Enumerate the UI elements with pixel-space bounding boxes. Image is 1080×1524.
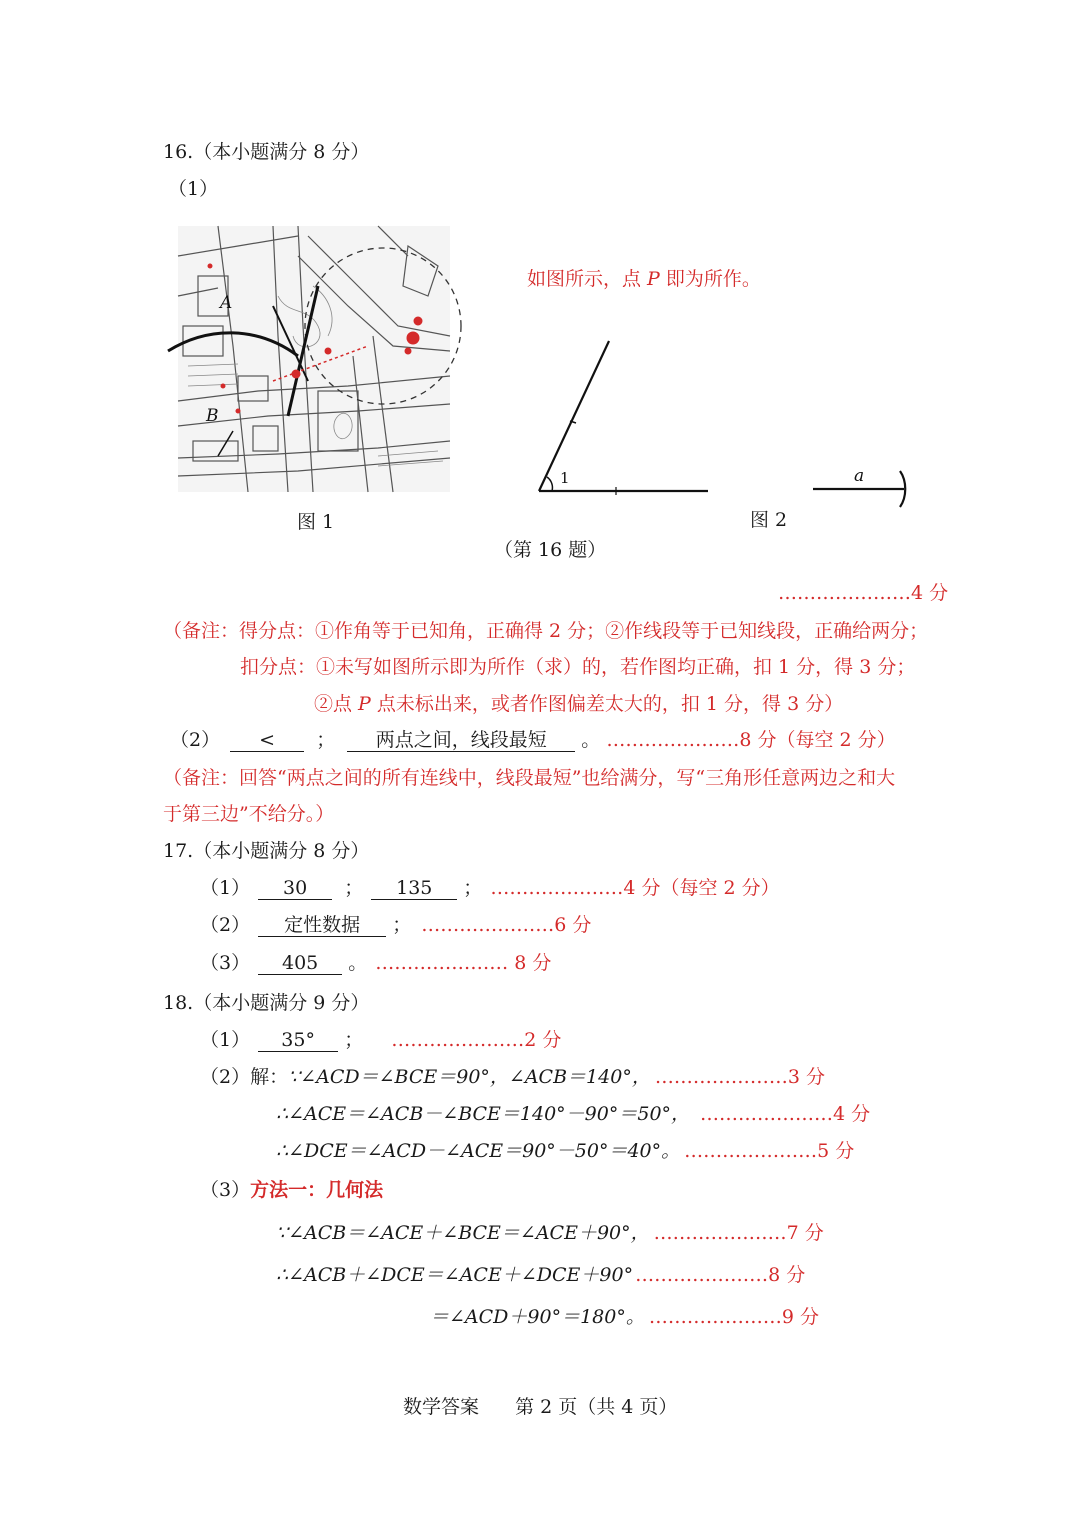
part2-label: （2） xyxy=(170,729,221,751)
q18-p3-line2-score: …………………8 分 xyxy=(635,1264,806,1286)
q18-p2-line1-score: …………………3 分 xyxy=(654,1066,825,1088)
q18-p3-line1: ∵∠ACB＝∠ACE＋∠BCE＝∠ACE＋90°， xyxy=(276,1222,650,1244)
q17-p3-label: （3） xyxy=(200,952,251,974)
q18-p2-line3-score: …………………5 分 xyxy=(684,1140,855,1162)
q18-p2-line2-score: …………………4 分 xyxy=(700,1103,871,1125)
remark1-line3-var: P xyxy=(358,693,371,715)
q17-p3-end: 。 xyxy=(348,952,368,974)
q16-header: 16.（本小题满分 8 分） xyxy=(163,141,370,163)
q16-part1-label: （1） xyxy=(168,178,219,200)
q18-part2-line1 xyxy=(200,1062,825,1089)
q17-p2-score: …………………6 分 xyxy=(421,914,592,936)
q18-part2-line3 xyxy=(276,1136,854,1163)
q17-p1-answer-1: 30 xyxy=(258,877,332,900)
fig2-segment-label: a xyxy=(854,466,865,486)
q17-part2 xyxy=(200,910,591,937)
q18-part3-line3 xyxy=(430,1302,819,1329)
q18-p2-line2: ∴∠ACE＝∠ACB－∠BCE＝140°－90°＝50°， xyxy=(276,1103,691,1125)
q18-p3-line3-score: …………………9 分 xyxy=(648,1306,819,1328)
q17-p2-end: ； xyxy=(392,914,412,936)
q17-p1-label: （1） xyxy=(200,877,251,899)
q18-p3-line3: ＝∠ACD＋90°＝180°。 xyxy=(430,1306,645,1328)
q16-answer-note xyxy=(527,264,761,291)
q17-part1 xyxy=(200,873,780,900)
q17-header: 17.（本小题满分 8 分） xyxy=(163,840,370,862)
q18-p2-line3: ∴∠DCE＝∠ACD－∠ACE＝90°－50°＝40°。 xyxy=(276,1140,681,1162)
remark2-line1: （备注：回答“两点之间的所有连线中，线段最短”也给满分，写“三角形任意两边之和大 xyxy=(163,767,896,789)
q17-p1-score: …………………4 分（每空 2 分） xyxy=(490,877,780,899)
answer-note-suffix: 即为所作。 xyxy=(659,268,761,290)
q18-p2-line1: ∵∠ACD＝∠BCE＝90°，∠ACB＝140°， xyxy=(288,1066,651,1088)
fig2-angle-label: 1 xyxy=(560,469,570,487)
q17-p1-sep: ； xyxy=(344,877,364,899)
q18-p3-label: （3） xyxy=(200,1179,251,1201)
remark1-line3-prefix: ②点 xyxy=(314,693,359,715)
q17-p1-end: ； xyxy=(463,877,483,899)
q18-header: 18.（本小题满分 9 分） xyxy=(163,992,370,1014)
q18-p1-label: （1） xyxy=(200,1029,251,1051)
q18-part2-line2 xyxy=(276,1099,870,1126)
remark1-line2: 扣分点：①未写如图所示即为所作（求）的，若作图均正确，扣 1 分，得 3 分； xyxy=(240,656,916,678)
fig1-point-a: A xyxy=(220,293,233,313)
part2-answer-2: 两点之间，线段最短 xyxy=(347,729,575,752)
q18-p1-score: …………………2 分 xyxy=(391,1029,562,1051)
q18-part3-header xyxy=(200,1175,383,1202)
q18-part1 xyxy=(200,1025,561,1052)
q17-p1-answer-2: 135 xyxy=(371,877,457,900)
q18-part3-line1 xyxy=(276,1218,824,1245)
q18-p3-line2: ∴∠ACB＋∠DCE＝∠ACE＋∠DCE＋90° xyxy=(276,1264,634,1286)
q18-p1-answer: 35° xyxy=(258,1029,338,1052)
q17-part3 xyxy=(200,948,551,975)
q17-p2-label: （2） xyxy=(200,914,251,936)
part2-end: 。 xyxy=(581,729,601,751)
footer-subject: 数学答案 xyxy=(403,1396,480,1418)
q16-part2 xyxy=(170,725,896,752)
q18-p3-line1-score: …………………7 分 xyxy=(653,1222,824,1244)
figure-caption: （第 16 题） xyxy=(494,539,607,561)
answer-note-prefix: 如图所示，点 xyxy=(527,268,648,290)
q18-p2-label: （2）解： xyxy=(200,1066,289,1088)
answer-note-var: P xyxy=(647,268,660,290)
fig2-caption: 图 2 xyxy=(750,509,788,531)
page-footer xyxy=(403,1392,677,1419)
remark2-line2: 于第三边”不给分。） xyxy=(163,803,335,825)
footer-page: 第 2 页（共 4 页） xyxy=(515,1396,678,1418)
remark1-line3 xyxy=(314,689,843,716)
q17-p2-answer: 定性数据 xyxy=(258,914,386,937)
part2-score: …………………8 分（每空 2 分） xyxy=(606,729,896,751)
q18-p3-method: 方法一：几何法 xyxy=(250,1179,384,1201)
q17-p3-answer: 405 xyxy=(258,952,342,975)
fig1-point-b: B xyxy=(206,406,219,426)
q18-p1-end: ； xyxy=(344,1029,364,1051)
q16-score-1: …………………4 分 xyxy=(778,582,949,604)
part2-sep: ； xyxy=(316,729,336,751)
part2-answer-1: < xyxy=(230,729,304,752)
remark1-line3-suffix: 点未标出来，或者作图偏差太大的，扣 1 分，得 3 分） xyxy=(370,693,844,715)
fig1-caption: 图 1 xyxy=(297,511,335,533)
q17-p3-score: ………………… 8 分 xyxy=(375,952,552,974)
remark1-line1: （备注：得分点：①作角等于已知角，正确得 2 分；②作线段等于已知线段，正确给两分； xyxy=(163,620,929,642)
q18-part3-line2 xyxy=(276,1260,805,1287)
